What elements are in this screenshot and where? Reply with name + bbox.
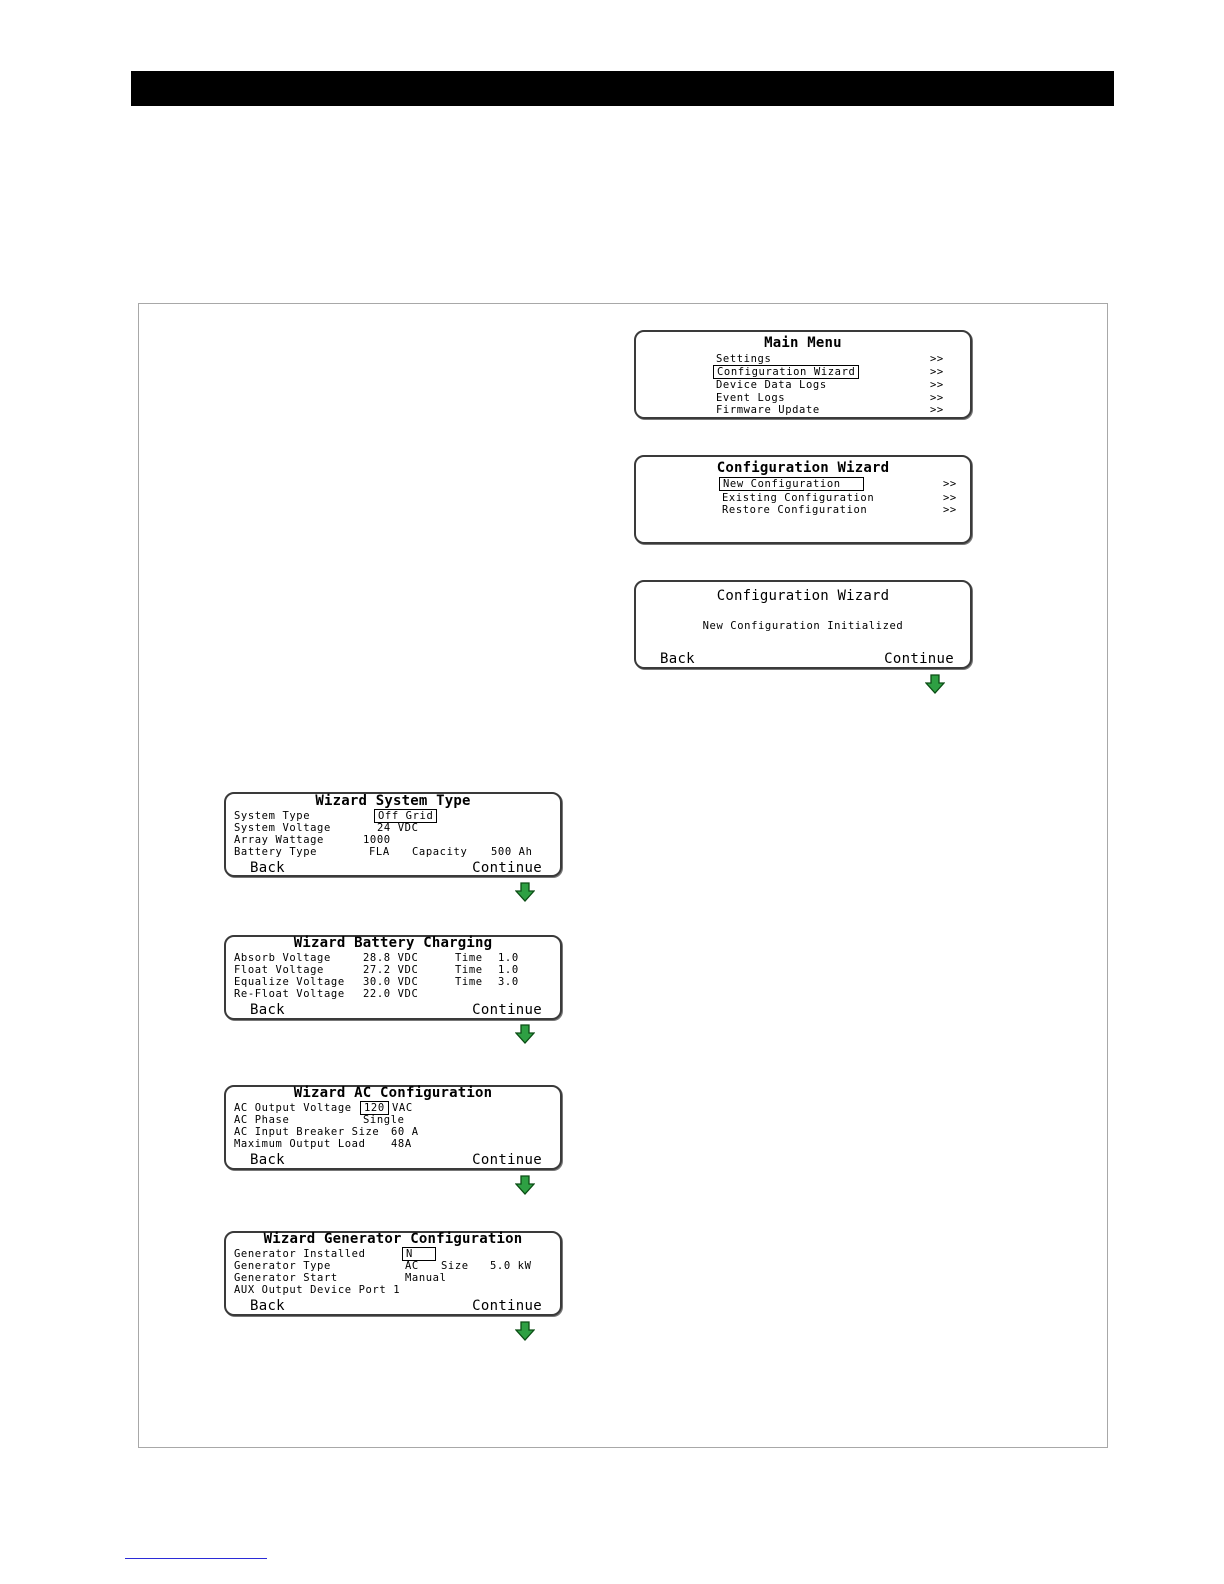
menu-item-firmware-update[interactable]: Firmware Update: [716, 404, 820, 416]
back-button[interactable]: Back: [660, 651, 695, 667]
array-wattage-label: Array Wattage: [234, 834, 324, 846]
absorb-voltage-label: Absorb Voltage: [234, 952, 331, 964]
float-voltage-label: Float Voltage: [234, 964, 324, 976]
menu-arrow: >>: [930, 379, 944, 391]
wizard-ac-configuration-screen: [224, 1085, 562, 1170]
battery-charging-title: Wizard Battery Charging: [293, 935, 493, 951]
wizard-battery-charging-screen: [224, 935, 562, 1020]
continue-button[interactable]: Continue: [472, 1298, 542, 1314]
main-menu-screen: [634, 330, 972, 419]
wizard-generator-configuration-screen: [224, 1231, 562, 1316]
menu-arrow: >>: [930, 392, 944, 404]
ac-output-voltage-label: AC Output Voltage: [234, 1102, 352, 1114]
aux-output-device-label: AUX Output Device Port 1: [234, 1284, 401, 1296]
menu-arrow: >>: [943, 492, 957, 504]
continue-button[interactable]: Continue: [472, 1002, 542, 1018]
config-wizard-init-screen: [634, 580, 972, 669]
menu-arrow: >>: [930, 366, 944, 378]
down-arrow-icon: [515, 1321, 535, 1341]
menu-arrow: >>: [930, 404, 944, 416]
refloat-voltage-label: Re-Float Voltage: [234, 988, 345, 1000]
ac-configuration-title: Wizard AC Configuration: [293, 1085, 493, 1101]
equalize-time-label: Time: [455, 976, 483, 988]
menu-item-configuration-wizard[interactable]: Configuration Wizard: [714, 366, 858, 378]
absorb-time-value[interactable]: 1.0: [498, 952, 519, 964]
continue-button[interactable]: Continue: [472, 1152, 542, 1168]
float-time-value[interactable]: 1.0: [498, 964, 519, 976]
max-output-load-value[interactable]: 48A: [391, 1138, 412, 1150]
ac-phase-value[interactable]: Single: [363, 1114, 405, 1126]
equalize-voltage-value[interactable]: 30.0 VDC: [363, 976, 419, 988]
generator-type-value[interactable]: AC: [405, 1260, 419, 1272]
menu-arrow: >>: [943, 504, 957, 516]
menu-item-settings[interactable]: Settings: [716, 353, 772, 365]
generator-type-label: Generator Type: [234, 1260, 331, 1272]
generator-installed-field[interactable]: N: [403, 1248, 435, 1260]
menu-arrow: >>: [943, 478, 957, 490]
generator-size-label: Size: [441, 1260, 469, 1272]
down-arrow-icon: [925, 674, 945, 694]
config-wizard-menu-screen: [634, 455, 972, 544]
menu-item-existing-configuration[interactable]: Existing Configuration: [722, 492, 875, 504]
back-button[interactable]: Back: [250, 1152, 285, 1168]
float-time-label: Time: [455, 964, 483, 976]
system-voltage-label: System Voltage: [234, 822, 331, 834]
absorb-voltage-value[interactable]: 28.8 VDC: [363, 952, 419, 964]
system-voltage-value[interactable]: 24 VDC: [377, 822, 419, 834]
header-bar: [131, 71, 1114, 106]
back-button[interactable]: Back: [250, 860, 285, 876]
system-type-title: Wizard System Type: [315, 793, 471, 809]
continue-button[interactable]: Continue: [472, 860, 542, 876]
generator-start-value[interactable]: Manual: [405, 1272, 447, 1284]
max-output-load-label: Maximum Output Load: [234, 1138, 366, 1150]
equalize-voltage-label: Equalize Voltage: [234, 976, 345, 988]
battery-type-label: Battery Type: [234, 846, 318, 858]
system-type-label: System Type: [234, 810, 311, 822]
footer-rule: [125, 1558, 267, 1559]
generator-size-value[interactable]: 5.0 kW: [490, 1260, 532, 1272]
absorb-time-label: Time: [455, 952, 483, 964]
ac-breaker-label: AC Input Breaker Size: [234, 1126, 380, 1138]
battery-type-value[interactable]: FLA: [369, 846, 390, 858]
ac-breaker-value[interactable]: 60 A: [391, 1126, 419, 1138]
refloat-voltage-value[interactable]: 22.0 VDC: [363, 988, 419, 1000]
back-button[interactable]: Back: [250, 1298, 285, 1314]
config-wizard-menu-title: Configuration Wizard: [716, 460, 890, 476]
ac-output-voltage-unit: VAC: [392, 1102, 413, 1114]
system-type-field[interactable]: Off Grid: [375, 810, 436, 822]
array-wattage-value[interactable]: 1000: [363, 834, 391, 846]
generator-installed-label: Generator Installed: [234, 1248, 366, 1260]
config-wizard-init-title: Configuration Wizard: [716, 588, 890, 604]
menu-item-new-configuration[interactable]: New Configuration: [720, 478, 863, 490]
down-arrow-icon: [515, 1024, 535, 1044]
main-menu-title: Main Menu: [764, 335, 842, 351]
continue-button[interactable]: Continue: [884, 651, 954, 667]
menu-arrow: >>: [930, 353, 944, 365]
generator-configuration-title: Wizard Generator Configuration: [263, 1231, 523, 1247]
float-voltage-value[interactable]: 27.2 VDC: [363, 964, 419, 976]
down-arrow-icon: [515, 882, 535, 902]
init-message: New Configuration Initialized: [702, 620, 904, 632]
menu-item-device-data-logs[interactable]: Device Data Logs: [716, 379, 827, 391]
menu-item-event-logs[interactable]: Event Logs: [716, 392, 786, 404]
ac-phase-label: AC Phase: [234, 1114, 290, 1126]
generator-start-label: Generator Start: [234, 1272, 338, 1284]
capacity-label: Capacity: [412, 846, 468, 858]
equalize-time-value[interactable]: 3.0: [498, 976, 519, 988]
ac-output-voltage-field[interactable]: 120: [361, 1102, 388, 1114]
menu-item-restore-configuration[interactable]: Restore Configuration: [722, 504, 868, 516]
down-arrow-icon: [515, 1175, 535, 1195]
wizard-system-type-screen: [224, 792, 562, 877]
back-button[interactable]: Back: [250, 1002, 285, 1018]
capacity-value[interactable]: 500 Ah: [491, 846, 533, 858]
